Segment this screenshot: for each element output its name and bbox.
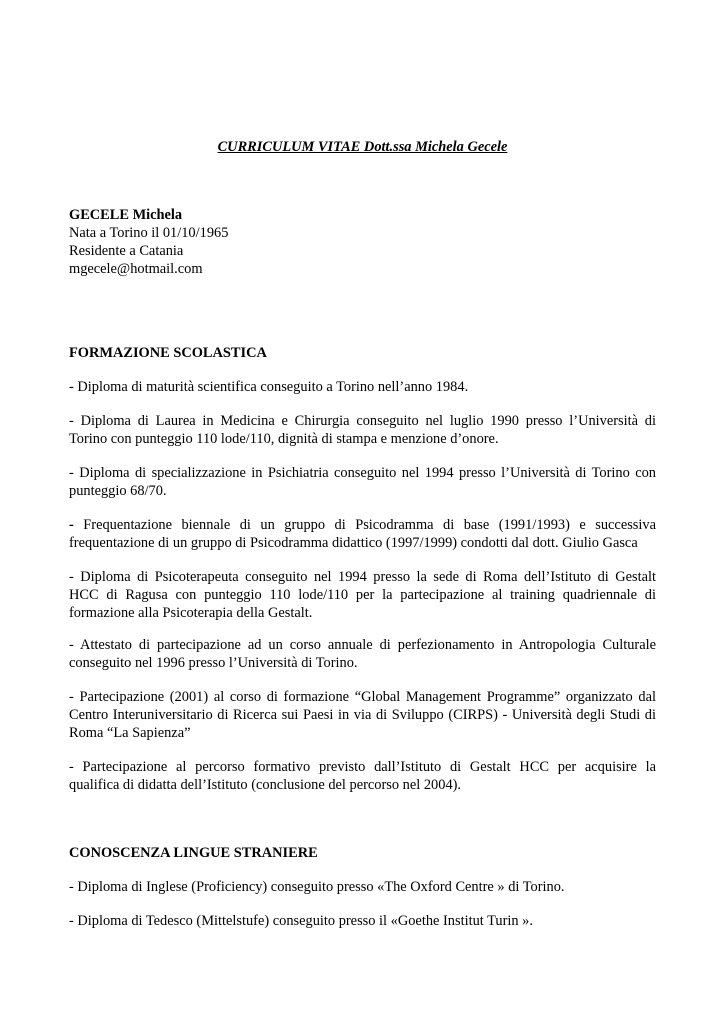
languages-heading: CONOSCENZA LINGUE STRANIERE — [69, 845, 318, 861]
education-item-3 — [69, 464, 656, 500]
birth-info: Nata a Torino il 01/10/1965 — [69, 225, 229, 241]
education-item-line: Roma “La Sapienza” — [69, 725, 191, 741]
person-name: GECELE Michela — [69, 207, 183, 223]
education-item-line: - Attestato di partecipazione ad un corso annuale di perfezionamento in Antropologia Culturale — [69, 637, 656, 653]
education-item-line: - Diploma di Laurea in Medicina e Chirurgia conseguito nel luglio 1990 presso l’Università di — [69, 413, 656, 429]
education-item-4 — [69, 516, 656, 552]
language-item-1 — [69, 878, 656, 896]
bold-dash: - — [69, 517, 74, 533]
education-item-line: formazione alla Psicoterapia della Gestalt. — [69, 605, 313, 621]
personal-info — [69, 206, 656, 278]
education-item-5 — [69, 568, 656, 622]
residence-info: Residente a Catania — [69, 243, 184, 259]
education-item-6 — [69, 636, 656, 672]
education-item-line: Centro Interuniversitario di Ricerca sui Paesi in via di Sviluppo (CIRPS) - Università degli Studi di — [69, 707, 656, 723]
education-item-line: - Partecipazione (2001) al corso di formazione “Global Management Programme” organizzato dal — [69, 689, 656, 705]
language-item-line: - Diploma di Tedesco (Mittelstufe) conseguito presso il «Goethe Institut Turin ». — [69, 913, 533, 929]
education-item-7 — [69, 688, 656, 742]
email-address: mgecele@hotmail.com — [69, 261, 203, 277]
language-item-2 — [69, 912, 656, 930]
education-item-8 — [69, 758, 656, 794]
education-item-line: conseguito nel 1996 presso l’Università di Torino. — [69, 655, 358, 671]
education-item-line: Torino con punteggio 110 lode/110, dignità di stampa e menzione d’onore. — [69, 431, 499, 447]
education-item-line: - Diploma di specializzazione in Psichiatria conseguito nel 1994 presso l’Università di Torino con — [69, 465, 656, 481]
cv-page — [69, 0, 656, 1024]
education-item-line: frequentazione di un gruppo di Psicodramma didattico (1997/1999) condotti dal dott. Giulio Gasca — [69, 535, 638, 551]
education-item-line — [69, 516, 656, 534]
education-item-line: qualifica di didatta dell’Istituto (conclusione del percorso nel 2004). — [69, 777, 462, 793]
education-item-2 — [69, 412, 656, 448]
education-item-line: - Diploma di maturità scientifica conseguito a Torino nell’anno 1984. — [69, 379, 469, 395]
education-item-line: - Partecipazione al percorso formativo previsto dall’Istituto di Gestalt HCC per acquisire la — [69, 759, 656, 775]
document-title: CURRICULUM VITAE Dott.ssa Michela Gecele — [217, 139, 508, 155]
education-item-1 — [69, 378, 656, 396]
education-heading: FORMAZIONE SCOLASTICA — [69, 345, 267, 361]
education-item-text: Frequentazione biennale di un gruppo di Psicodramma di base (1991/1993) e successiva — [73, 517, 656, 533]
education-item-line: punteggio 68/70. — [69, 483, 167, 499]
education-item-line: HCC di Ragusa con punteggio 110 lode/110 per la partecipazione al training quadriennale di — [69, 587, 656, 603]
language-item-line: - Diploma di Inglese (Proficiency) conseguito presso «The Oxford Centre » di Torino. — [69, 879, 565, 895]
education-item-line: - Diploma di Psicoterapeuta conseguito nel 1994 presso la sede di Roma dell’Istituto di Gestalt — [69, 569, 656, 585]
